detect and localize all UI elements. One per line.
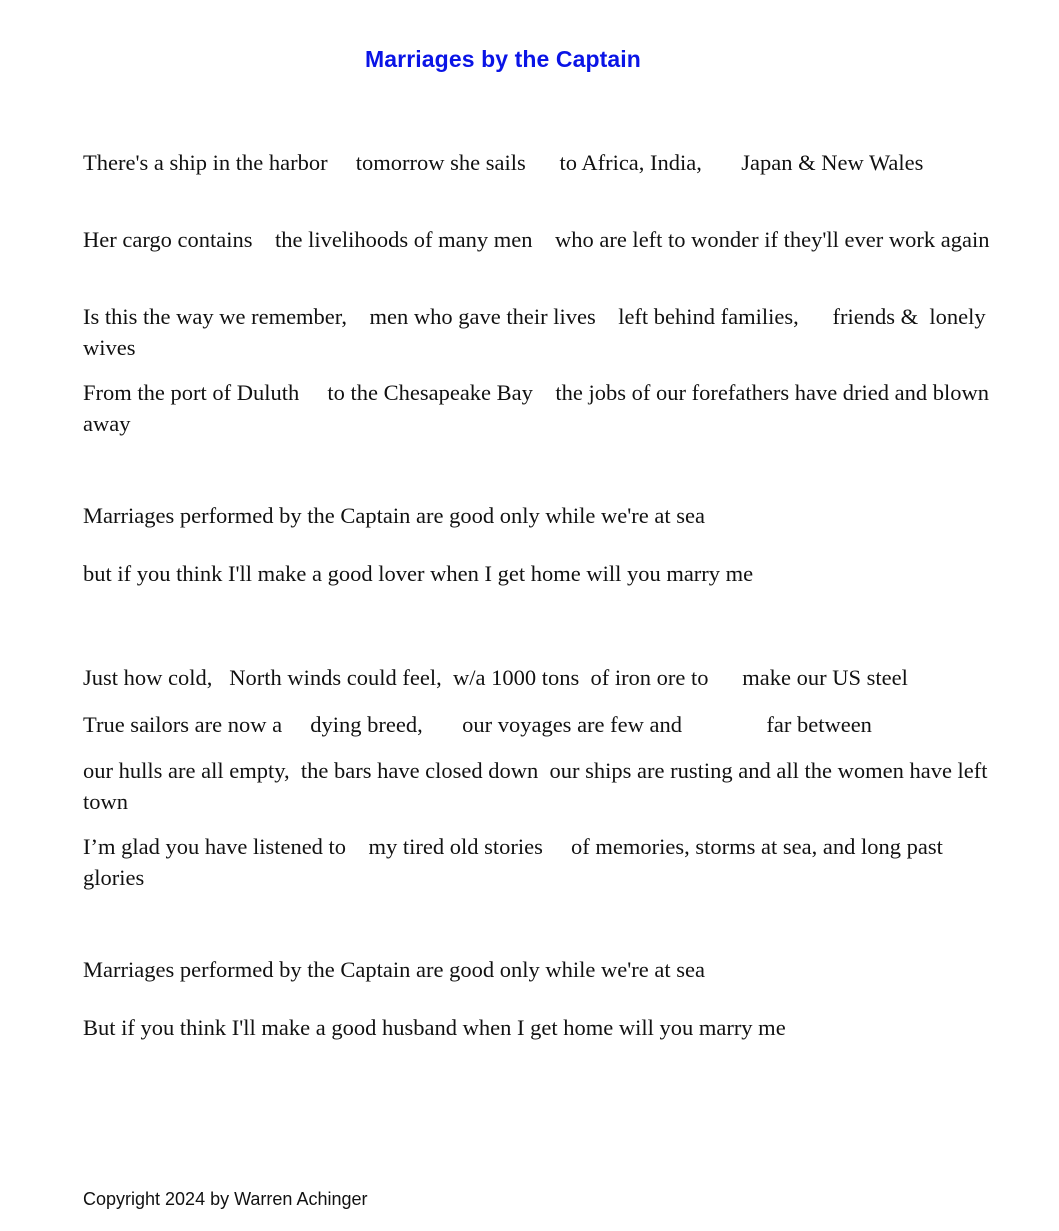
verse1-line-3: Is this the way we remember, men who gave their lives left behind families, friends & lonely wives — [83, 304, 992, 360]
verse1-line-4: From the port of Duluth to the Chesapeake Bay the jobs of our forefathers have dried and blown away — [83, 380, 995, 436]
chorus2-line-2: But if you think I'll make a good husband when I get home will you marry me — [83, 1015, 786, 1040]
verse2-line-2: True sailors are now a dying breed, our voyages are few and far between — [83, 712, 872, 737]
verse2-line-1: Just how cold, North winds could feel, w/a 1000 tons of iron ore to make our US steel — [83, 665, 908, 690]
chorus1-line-2: but if you think I'll make a good lover when I get home will you marry me — [83, 561, 754, 586]
verse1-line-2: Her cargo contains the livelihoods of many men who are left to wonder if they'll ever work again — [83, 227, 990, 252]
chorus1-line-1: Marriages performed by the Captain are good only while we're at sea — [83, 503, 705, 528]
verse2-line-4: I’m glad you have listened to my tired old stories of memories, storms at sea, and long past glories — [83, 834, 949, 890]
copyright-notice: Copyright 2024 by Warren Achinger — [83, 1189, 368, 1209]
verse1-line-1: There's a ship in the harbor tomorrow she sails to Africa, India, Japan & New Wales — [83, 150, 924, 175]
chorus2-line-1: Marriages performed by the Captain are good only while we're at sea — [83, 957, 705, 982]
verse2-line-3: our hulls are all empty, the bars have closed down our ships are rusting and all the women have left town — [83, 758, 994, 814]
song-title: Marriages by the Captain — [365, 46, 641, 72]
